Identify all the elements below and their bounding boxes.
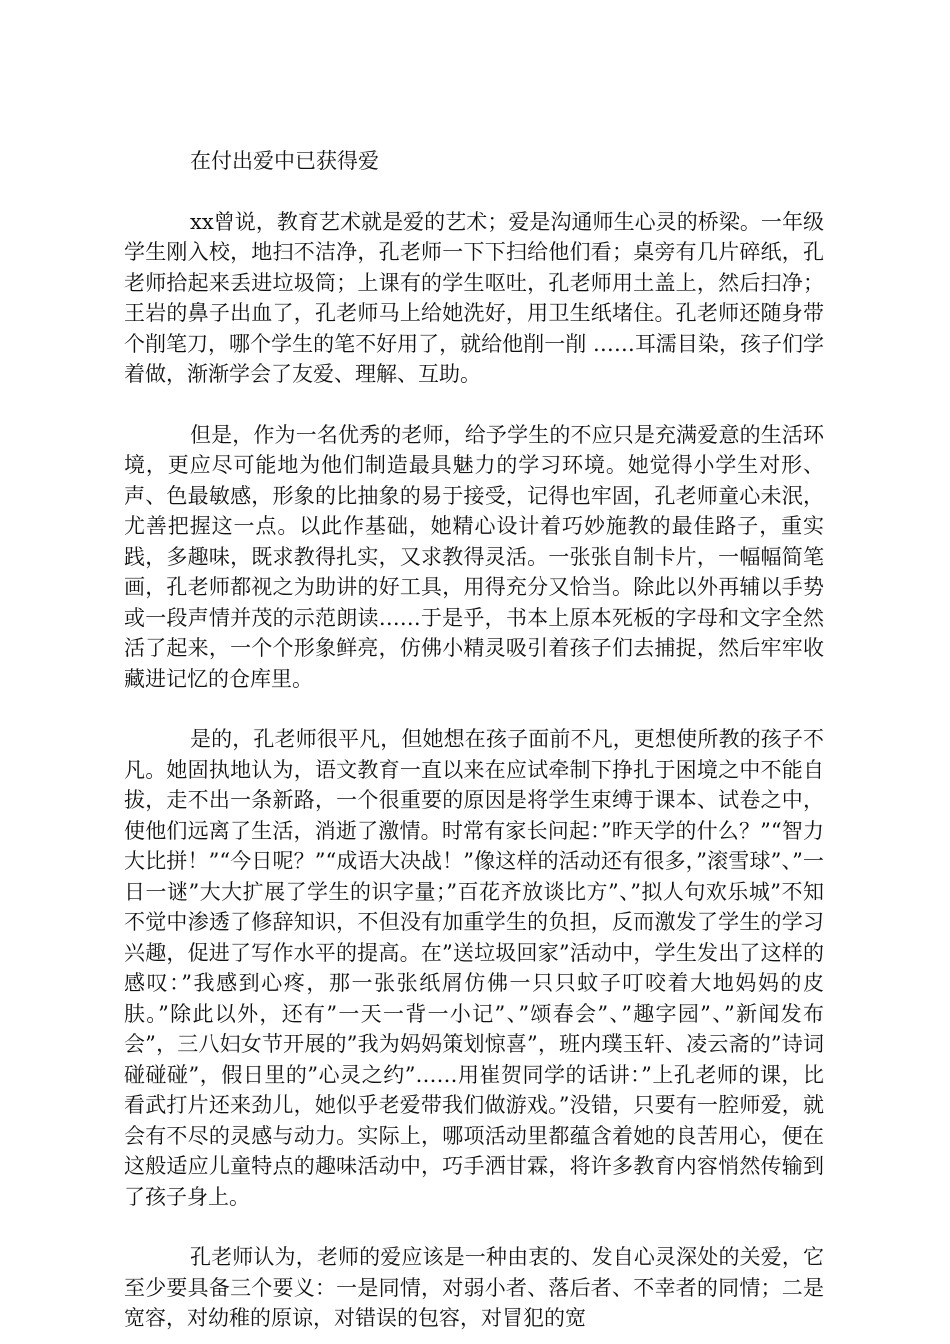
paragraph-3: 是的，孔老师很平凡，但她想在孩子面前不凡，更想使所教的孩子不凡。她固执地认为，语文教育一直以来在应试牵制下挣扎于困境之中不能自拔，走不出一条新路，一个很重要的原因是将学生束缚于课本、试卷之中，使他们远离了生活，消逝了激情。时常有家长问起：”昨天学的什么？”“智力大比拼！”“今日呢？”“成语大决战！”像这样的活动还有很多，”滚雪球”、”一日一谜”大大扩展了学生的识字量；”百花齐放谈比方”、”拟人句欢乐城”不知不觉中渗透了修辞知识，不但没有加重学生的负担，反而激发了学生的学习兴趣，促进了写作水平的提高。在”送垃圾回家”活动中，学生发出了这样的感叹：”我感到心疼，那一张张纸屑仿佛一只只蚊子叮咬着大地妈妈的皮肤。”除此以外，还有”一天一背一小记”、”颂春会”、”趣字园”、”新闻发布会”，三八妇女节开展的”我为妈妈策划惊喜”，班内璞玉轩、凌云斋的”诗词碰碰碰”，假日里的”心灵之约”……用崔贺同学的话讲：”上孔老师的课，比看武打片还来劲儿，她似乎老爱带我们做游戏。”没错，只要有一腔师爱，就会有不尽的灵感与动力。实际上，哪项活动里都蕴含着她的良苦用心，便在这般适应儿童特点的趣味活动中，巧手洒甘霖，将许多教育内容悄然传输到了孩子身上。 — [124, 727, 824, 1209]
document-title: 在付出爱中已获得爱 — [190, 149, 379, 173]
paragraph-2: 但是，作为一名优秀的老师，给予学生的不应只是充满爱意的生活环境，更应尽可能地为他们制造最具魅力的学习环境。她觉得小学生对形、声、色最敏感，形象的比抽象的易于接受，记得也牢固，孔老师童心未泯，尤善把握这一点。以此作基础，她精心设计着巧妙施教的最佳路子，重实践，多趣味，既求教得扎实，又求教得灵活。一张张自制卡片，一幅幅简笔画，孔老师都视之为助讲的好工具，用得充分又恰当。除此以外再辅以手势或一段声情并茂的示范朗读……于是乎，书本上原本死板的字母和文字全然活了起来，一个个形象鲜亮，仿佛小精灵吸引着孩子们去捕捉，然后牢牢收藏进记忆的仓库里。 — [124, 422, 824, 691]
paragraph-4: 孔老师认为，老师的爱应该是一种由衷的、发自心灵深处的关爱，它至少要具备三个要义：一是同情，对弱小者、落后者、不幸者的同情；二是宽容，对幼稚的原谅，对错误的包容，对冒犯的宽 — [124, 1245, 824, 1330]
paragraph-1: xx曾说，教育艺术就是爱的艺术；爱是沟通师生心灵的桥梁。一年级学生刚入校，地扫不洁净，孔老师一下下扫给他们看；桌旁有几片碎纸，孔老师拾起来丢进垃圾筒；上课有的学生呕吐，孔老师用土盖上，然后扫净；王岩的鼻子出血了，孔老师马上给她洗好，用卫生纸堵住。孔老师还随身带个削笔刀，哪个学生的笔不好用了，就给他削一削 ……耳濡目染，孩子们学着做，渐渐学会了友爱、理解、互助。 — [124, 209, 824, 386]
document-body — [124, 146, 824, 1334]
